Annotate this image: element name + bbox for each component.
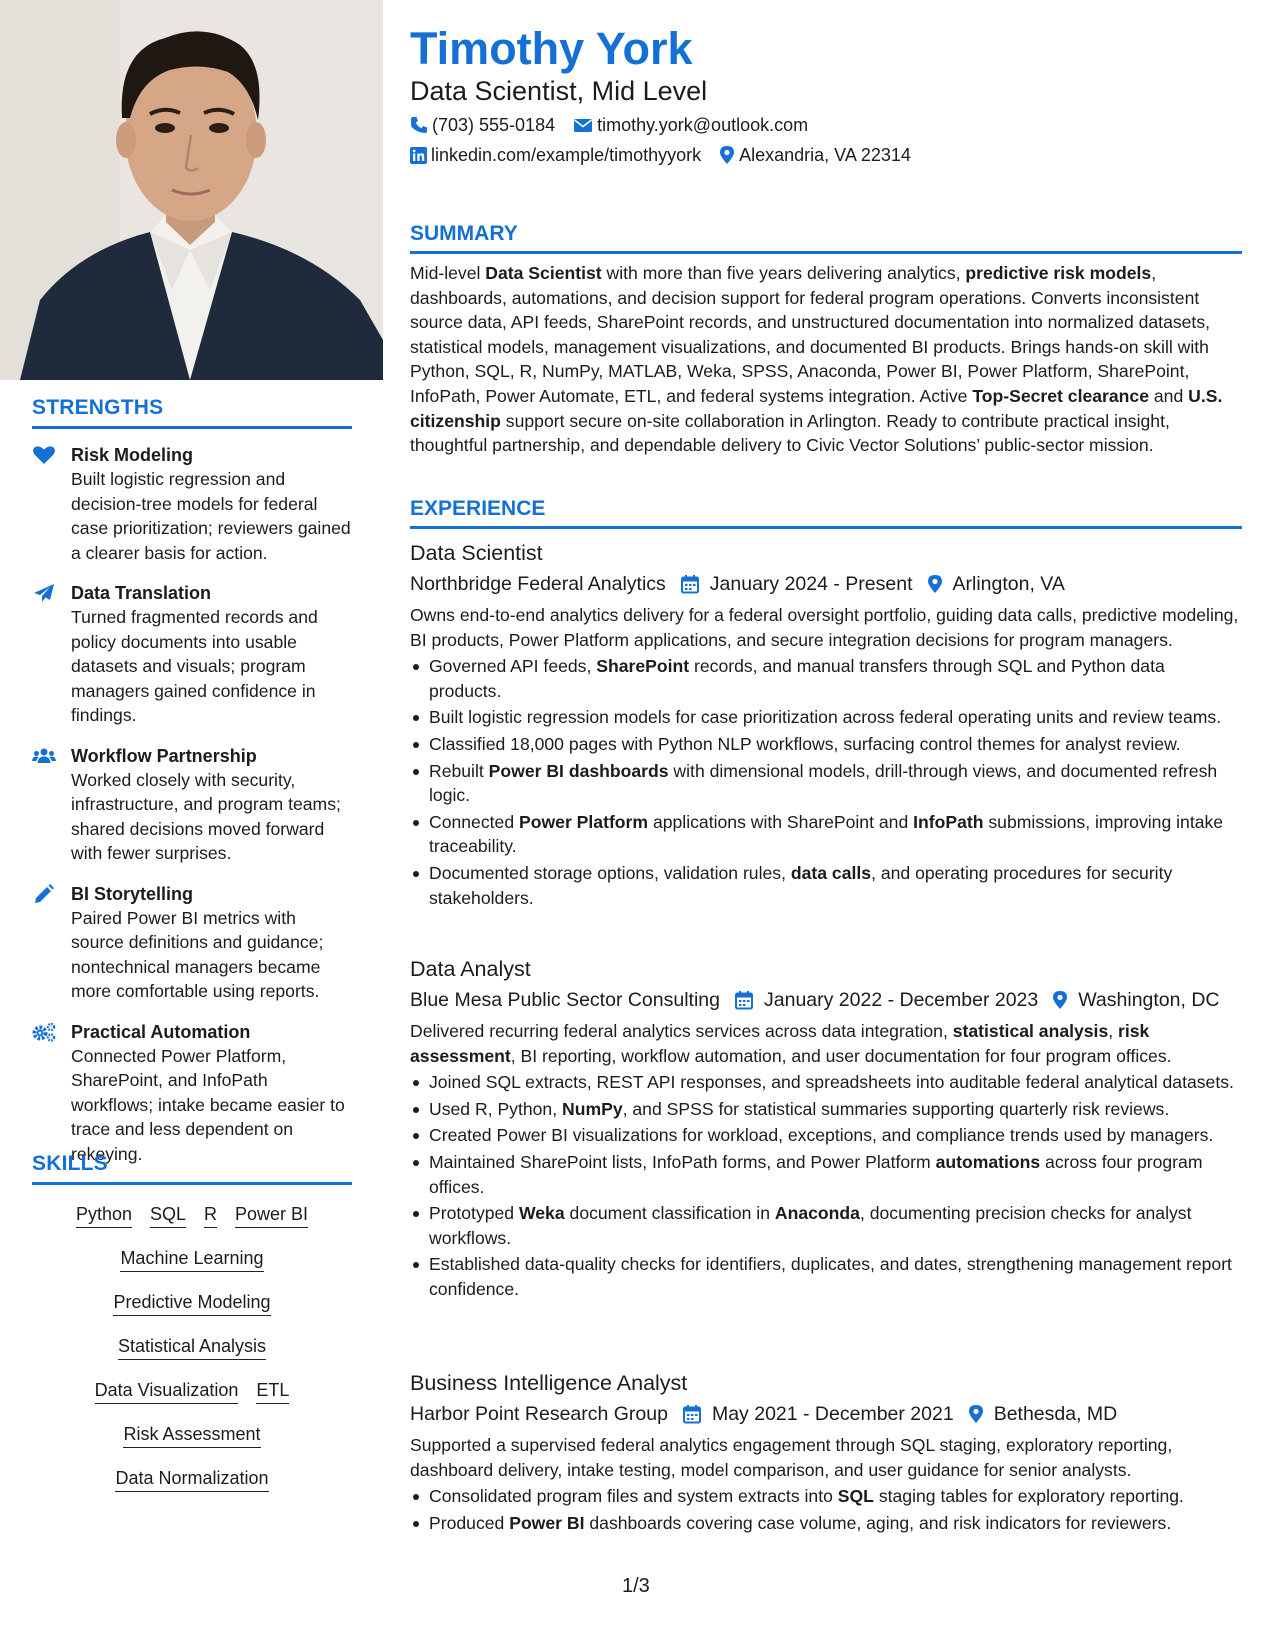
skill-tag: Predictive Modeling bbox=[113, 1291, 270, 1316]
strength-description: Paired Power BI metrics with source definitions and guidance; nontechnical managers became more comfortable using reports. bbox=[71, 907, 324, 1001]
strength-description: Connected Power Platform, SharePoint, and InfoPath workflows; intake became easier to trace and less dependent on rekeying. bbox=[71, 1045, 345, 1164]
linkedin-link[interactable]: linkedin.com/example/timothyyork bbox=[431, 145, 702, 165]
list-item: Established data-quality checks for identifiers, duplicates, and dates, strengthening management report confidence. bbox=[410, 1252, 1242, 1301]
phone-number[interactable]: (703) 555-0184 bbox=[432, 115, 556, 135]
calendar-icon bbox=[682, 1404, 702, 1424]
job-description: Delivered recurring federal analytics services across data integration, statistical analysis, risk assessment, BI reporting, workflow automation, and user documentation for four program offices. bbox=[410, 1021, 1172, 1066]
job-bullets bbox=[410, 654, 1242, 910]
strength-description: Built logistic regression and decision-tree models for federal case prioritization; reviewers gained a clearer basis for action. bbox=[71, 469, 351, 563]
envelope-icon bbox=[573, 117, 593, 133]
list-item: Consolidated program files and system extracts into SQL staging tables for exploratory reporting. bbox=[410, 1484, 1242, 1509]
job-description: Supported a supervised federal analytics engagement through SQL staging, exploratory reporting, dashboard delivery, intake testing, model comparison, and user guidance for senior analysts. bbox=[410, 1435, 1173, 1480]
linkedin-icon bbox=[410, 147, 427, 164]
skill-tag: Python bbox=[76, 1203, 132, 1228]
job-bullets bbox=[410, 1070, 1242, 1301]
job-meta bbox=[410, 986, 1242, 1014]
skill-tag: Machine Learning bbox=[120, 1247, 263, 1272]
list-item: Joined SQL extracts, REST API responses, and spreadsheets into auditable federal analytical datasets. bbox=[410, 1070, 1242, 1095]
strength-title: Workflow Partnership bbox=[71, 745, 257, 766]
summary-text: Mid-level Data Scientist with more than five years delivering analytics, predictive risk models, dashboards, automations, and decision support for federal program operations. Converts inconsistent source data, API feeds, SharePoint records, and unstructured documentation into normalized datasets, statistical models, management visualizations, and documented BI products. Brings hands-on skill with Python, SQL, R, NumPy, MATLAB, Weka, SPSS, Anaconda, Power BI, Power Platform, SharePoint, InfoPath, Power Automate, ETL, and federal systems integration. Active Top-Secret clearance and U.S. citizenship support secure on-site collaboration in Arlington. Ready to contribute practical insight, thoughtful partnership, and dependable delivery to Civic Vector Solutions’ public-sector mission. bbox=[410, 263, 1223, 456]
skills-heading: SKILLS bbox=[32, 1152, 352, 1185]
list-item: Documented storage options, validation rules, data calls, and operating procedures for security stakeholders. bbox=[410, 861, 1242, 910]
skill-tag: Statistical Analysis bbox=[118, 1335, 266, 1360]
skill-tag: Data Normalization bbox=[115, 1467, 268, 1492]
skill-tag: Power BI bbox=[235, 1203, 308, 1228]
strength-title: Practical Automation bbox=[71, 1021, 251, 1042]
strengths-heading: STRENGTHS bbox=[32, 396, 352, 429]
skills-section bbox=[32, 1152, 352, 1511]
strength-title: Data Translation bbox=[71, 583, 212, 603]
skill-tag: Risk Assessment bbox=[123, 1423, 260, 1448]
experience-heading: EXPERIENCE bbox=[410, 497, 1242, 529]
strength-item bbox=[32, 882, 352, 1004]
job-meta bbox=[410, 570, 1242, 598]
job-dates: January 2024 - Present bbox=[709, 573, 913, 595]
skill-tag: SQL bbox=[150, 1203, 186, 1228]
calendar-icon bbox=[734, 990, 754, 1010]
page-number: 1/3 bbox=[622, 1575, 650, 1597]
job-meta bbox=[410, 1400, 1242, 1428]
job-title: Data Analyst bbox=[410, 957, 531, 981]
strength-title: Risk Modeling bbox=[71, 445, 194, 465]
list-item: Produced Power BI dashboards covering case volume, aging, and risk indicators for reviewers. bbox=[410, 1511, 1242, 1536]
job-location: Bethesda, MD bbox=[993, 1403, 1118, 1425]
skill-tag: R bbox=[204, 1203, 217, 1228]
list-item: Maintained SharePoint lists, InfoPath forms, and Power Platform automations across four program offices. bbox=[410, 1150, 1242, 1199]
portrait-image bbox=[0, 0, 383, 380]
job-description: Owns end-to-end analytics delivery for a federal oversight portfolio, guiding data calls, predictive modeling, BI products, Power Platform applications, and secure integration decisions for program managers. bbox=[410, 605, 1239, 650]
job-title: Data Scientist bbox=[410, 541, 543, 565]
list-item: Built logistic regression models for case prioritization across federal operating units and review teams. bbox=[410, 705, 1242, 730]
job-location: Washington, DC bbox=[1078, 989, 1220, 1011]
pencil-icon bbox=[32, 884, 56, 904]
list-item: Governed API feeds, SharePoint records, and manual transfers through SQL and Python data products. bbox=[410, 654, 1242, 703]
strength-item bbox=[32, 744, 352, 866]
skill-tag: Data Visualization bbox=[95, 1379, 239, 1404]
calendar-icon bbox=[680, 574, 700, 594]
paper-plane-icon bbox=[32, 583, 56, 603]
job-bullets bbox=[410, 1484, 1242, 1535]
summary-heading: SUMMARY bbox=[410, 222, 1242, 254]
phone-icon bbox=[410, 116, 428, 134]
company-name: Blue Mesa Public Sector Consulting bbox=[410, 989, 720, 1011]
gears-icon bbox=[32, 1022, 56, 1042]
map-pin-icon bbox=[1052, 990, 1068, 1010]
heart-icon bbox=[32, 445, 56, 465]
job-location: Arlington, VA bbox=[952, 573, 1065, 595]
strength-description: Turned fragmented records and policy documents into usable datasets and visuals; program managers gained confidence in findings. bbox=[71, 607, 318, 725]
job-entry bbox=[410, 955, 1242, 1304]
candidate-name: Timothy York bbox=[410, 23, 693, 74]
map-pin-icon bbox=[927, 574, 943, 594]
skills-list bbox=[32, 1185, 352, 1492]
location-text: Alexandria, VA 22314 bbox=[739, 145, 911, 165]
list-item: Created Power BI visualizations for workload, exceptions, and compliance trends used by managers. bbox=[410, 1123, 1242, 1148]
job-entry bbox=[410, 539, 1242, 912]
profile-photo bbox=[0, 0, 383, 380]
strength-item bbox=[32, 581, 352, 728]
company-name: Harbor Point Research Group bbox=[410, 1403, 668, 1425]
job-title: Business Intelligence Analyst bbox=[410, 1371, 688, 1395]
job-entry bbox=[410, 1369, 1242, 1537]
list-item: Used R, Python, NumPy, and SPSS for statistical summaries supporting quarterly risk reviews. bbox=[410, 1097, 1242, 1122]
list-item: Connected Power Platform applications with SharePoint and InfoPath submissions, improving intake traceability. bbox=[410, 810, 1242, 859]
strengths-section bbox=[32, 396, 352, 1166]
strength-item bbox=[32, 443, 352, 565]
users-icon bbox=[32, 746, 56, 766]
company-name: Northbridge Federal Analytics bbox=[410, 573, 666, 595]
job-dates: January 2022 - December 2023 bbox=[764, 989, 1039, 1011]
list-item: Rebuilt Power BI dashboards with dimensional models, drill-through views, and documented refresh logic. bbox=[410, 759, 1242, 808]
strength-description: Worked closely with security, infrastructure, and program teams; shared decisions moved forward with fewer surprises. bbox=[71, 769, 341, 863]
strength-item bbox=[32, 1020, 352, 1167]
candidate-role: Data Scientist, Mid Level bbox=[410, 76, 708, 106]
job-dates: May 2021 - December 2021 bbox=[711, 1403, 954, 1425]
email-link[interactable]: timothy.york@outlook.com bbox=[597, 115, 809, 135]
strength-title: BI Storytelling bbox=[71, 883, 194, 904]
skill-tag: ETL bbox=[256, 1379, 289, 1404]
sidebar bbox=[0, 0, 383, 1650]
list-item: Classified 18,000 pages with Python NLP workflows, surfacing control themes for analyst review. bbox=[410, 732, 1242, 757]
contact-row bbox=[410, 113, 808, 137]
list-item: Prototyped Weka document classification in Anaconda, documenting precision checks for analyst workflows. bbox=[410, 1201, 1242, 1250]
map-pin-icon bbox=[968, 1404, 984, 1424]
contact-row bbox=[410, 143, 911, 167]
map-pin-icon bbox=[719, 145, 735, 165]
